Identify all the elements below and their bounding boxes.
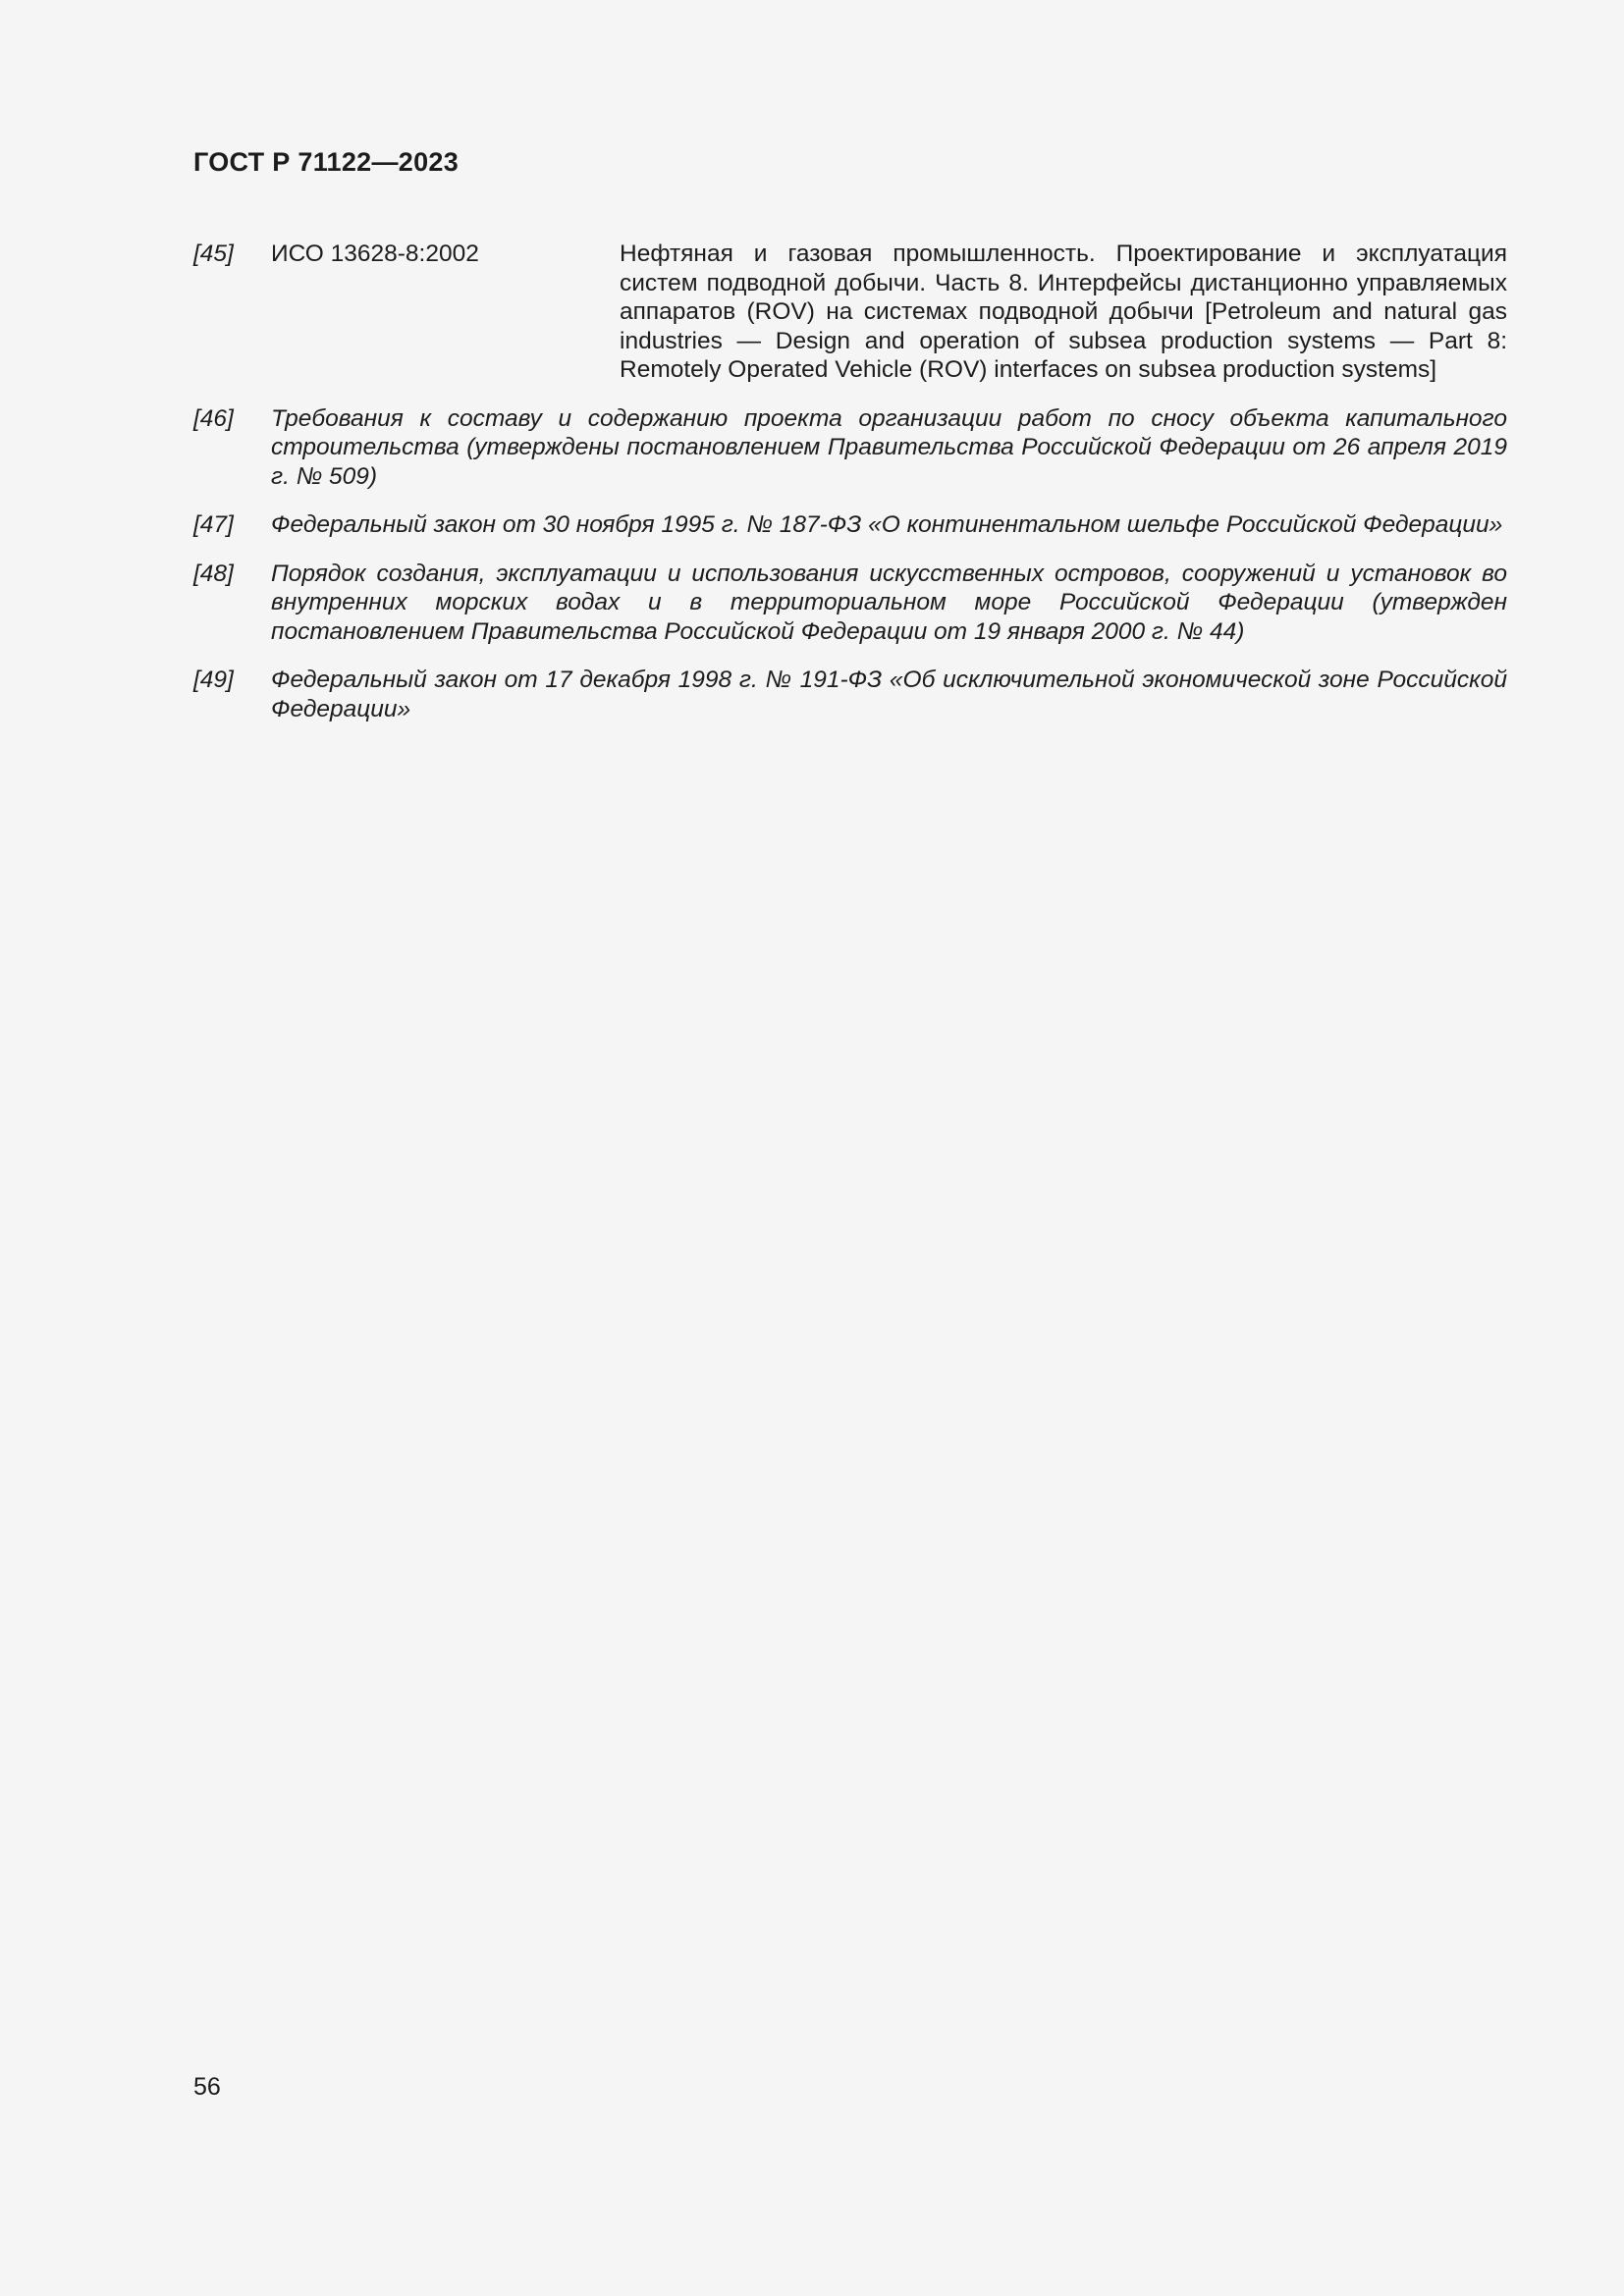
entry-text: Требования к составу и содержанию проекта организации работ по сносу объекта капитального строительства (утверждены постановлением Правительства Российской Федерации от 26 апреля 2019 г. № 509)	[271, 404, 1507, 490]
entry-text: Нефтяная и газовая промышленность. Проектирование и эксплуатация систем подводной добычи. Часть 8. Интерфейсы дистанционно управляемых аппаратов (ROV) на системах подводной добычи [Petroleum and natural gas industries — Design and operation of subsea production systems — Part 8: Remotely Operated Vehicle (ROV) interfaces on subsea production systems]	[620, 240, 1507, 383]
document-header: ГОСТ Р 71122—2023	[193, 147, 460, 177]
entry-number: [49]	[193, 667, 234, 693]
bibliography-entry-49	[193, 666, 1507, 723]
standard-code: ИСО 13628-8:2002	[271, 240, 479, 267]
entry-text: Порядок создания, эксплуатации и использования искусственных островов, сооружений и установок во внутренних морских водах и в территориальном море Российской Федерации (утвержден постановлением Правительства Российской Федерации от 19 января 2000 г. № 44)	[271, 560, 1507, 645]
bibliography-entry-47	[193, 510, 1507, 540]
entry-number: [48]	[193, 560, 234, 587]
entry-number: [46]	[193, 404, 234, 432]
entry-number: [45]	[193, 240, 234, 267]
bibliography-entry-46	[193, 404, 1507, 492]
entry-text: Федеральный закон от 17 декабря 1998 г. № 191-ФЗ «Об исключительной экономической зоне Российской Федерации»	[271, 667, 1507, 722]
bibliography-entry-45	[193, 240, 1507, 385]
bibliography-entry-48	[193, 560, 1507, 647]
bibliography-list	[193, 240, 1507, 743]
page-number: 56	[193, 2073, 221, 2101]
entry-text: Федеральный закон от 30 ноября 1995 г. № 187-ФЗ «О континентальном шельфе Российской Федерации»	[271, 511, 1503, 538]
entry-number: [47]	[193, 511, 234, 538]
